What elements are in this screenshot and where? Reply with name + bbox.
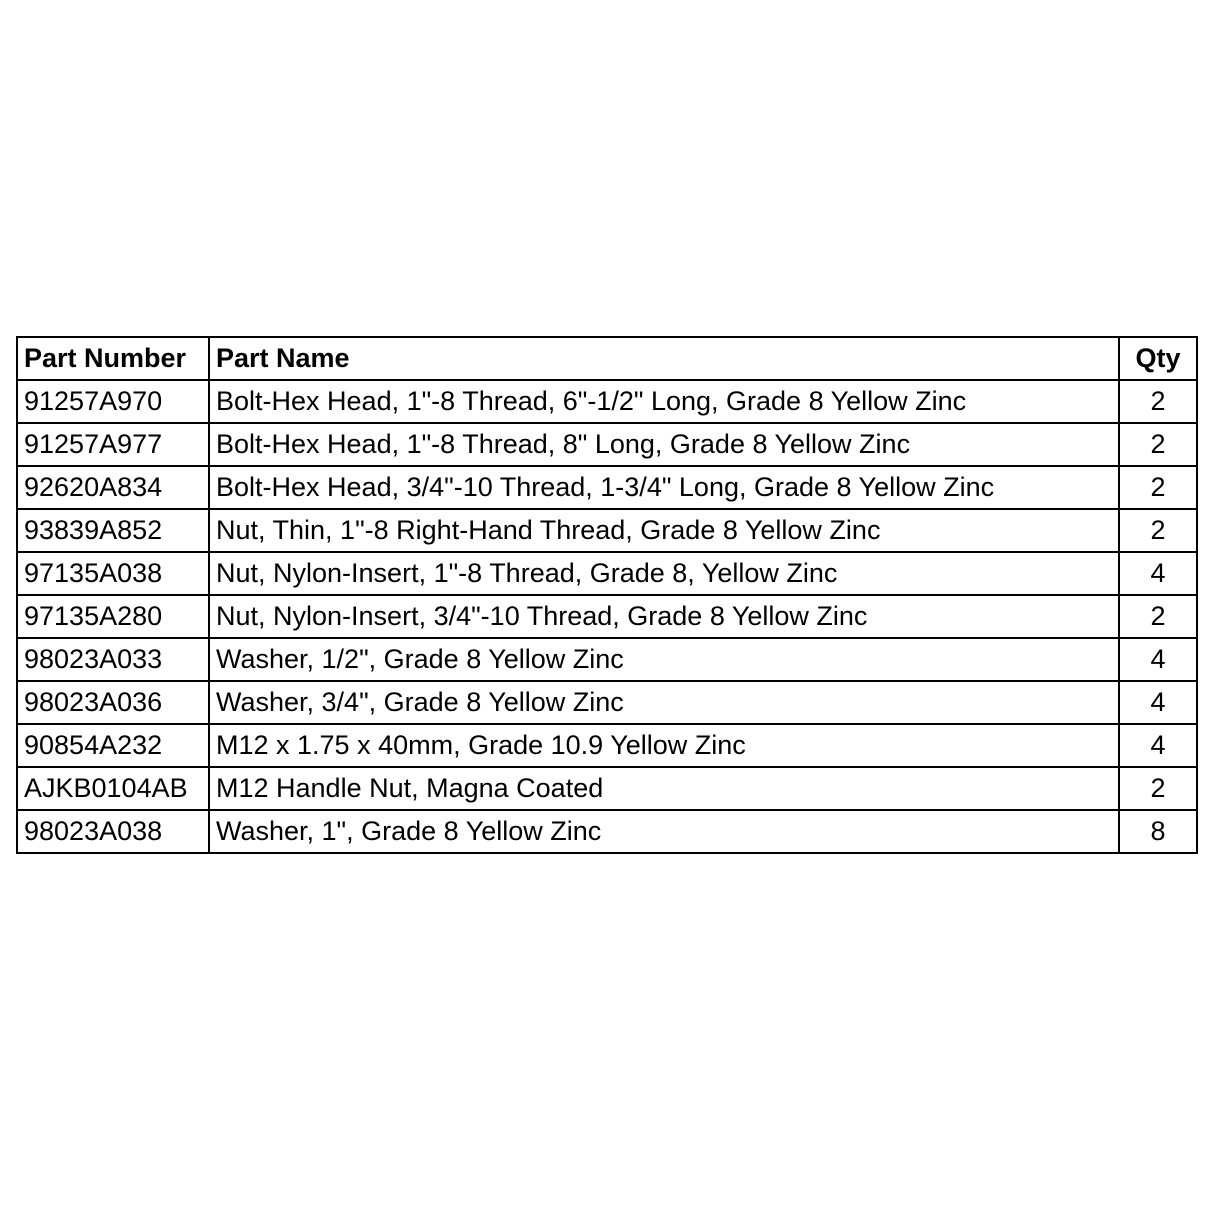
header-row [17, 337, 1197, 380]
part-name-cell: Washer, 3/4", Grade 8 Yellow Zinc [209, 681, 1119, 724]
part-name-cell: Nut, Nylon-Insert, 1"-8 Thread, Grade 8, Yellow Zinc [209, 552, 1119, 595]
part-number-cell: 91257A977 [17, 423, 209, 466]
qty-cell: 2 [1119, 380, 1197, 423]
qty-cell: 4 [1119, 724, 1197, 767]
table-row [17, 724, 1197, 767]
table-row [17, 767, 1197, 810]
qty-cell: 2 [1119, 423, 1197, 466]
table-row [17, 681, 1197, 724]
part-number-cell: 98023A038 [17, 810, 209, 853]
qty-cell: 4 [1119, 552, 1197, 595]
part-name-cell: Washer, 1/2", Grade 8 Yellow Zinc [209, 638, 1119, 681]
table-body [17, 380, 1197, 853]
table-row [17, 380, 1197, 423]
part-number-cell: 90854A232 [17, 724, 209, 767]
part-name-cell: M12 Handle Nut, Magna Coated [209, 767, 1119, 810]
part-name-cell: Nut, Thin, 1"-8 Right-Hand Thread, Grade 8 Yellow Zinc [209, 509, 1119, 552]
part-name-cell: Bolt-Hex Head, 1"-8 Thread, 8" Long, Grade 8 Yellow Zinc [209, 423, 1119, 466]
part-name-cell: Nut, Nylon-Insert, 3/4"-10 Thread, Grade 8 Yellow Zinc [209, 595, 1119, 638]
header-qty: Qty [1119, 337, 1197, 380]
qty-cell: 2 [1119, 466, 1197, 509]
part-number-cell: 97135A038 [17, 552, 209, 595]
table-row [17, 466, 1197, 509]
table-row [17, 423, 1197, 466]
header-part-name: Part Name [209, 337, 1119, 380]
part-name-cell: M12 x 1.75 x 40mm, Grade 10.9 Yellow Zinc [209, 724, 1119, 767]
part-number-cell: AJKB0104AB [17, 767, 209, 810]
table-row [17, 509, 1197, 552]
part-name-cell: Washer, 1", Grade 8 Yellow Zinc [209, 810, 1119, 853]
qty-cell: 8 [1119, 810, 1197, 853]
qty-cell: 2 [1119, 595, 1197, 638]
part-name-cell: Bolt-Hex Head, 1"-8 Thread, 6"-1/2" Long, Grade 8 Yellow Zinc [209, 380, 1119, 423]
part-number-cell: 98023A033 [17, 638, 209, 681]
part-number-cell: 91257A970 [17, 380, 209, 423]
table-row [17, 552, 1197, 595]
qty-cell: 4 [1119, 681, 1197, 724]
part-number-cell: 97135A280 [17, 595, 209, 638]
part-number-cell: 93839A852 [17, 509, 209, 552]
parts-table [16, 336, 1198, 854]
table-row [17, 595, 1197, 638]
table-row [17, 638, 1197, 681]
qty-cell: 4 [1119, 638, 1197, 681]
header-part-number: Part Number [17, 337, 209, 380]
part-number-cell: 98023A036 [17, 681, 209, 724]
qty-cell: 2 [1119, 767, 1197, 810]
qty-cell: 2 [1119, 509, 1197, 552]
table-header [17, 337, 1197, 380]
table-row [17, 810, 1197, 853]
part-name-cell: Bolt-Hex Head, 3/4"-10 Thread, 1-3/4" Long, Grade 8 Yellow Zinc [209, 466, 1119, 509]
part-number-cell: 92620A834 [17, 466, 209, 509]
